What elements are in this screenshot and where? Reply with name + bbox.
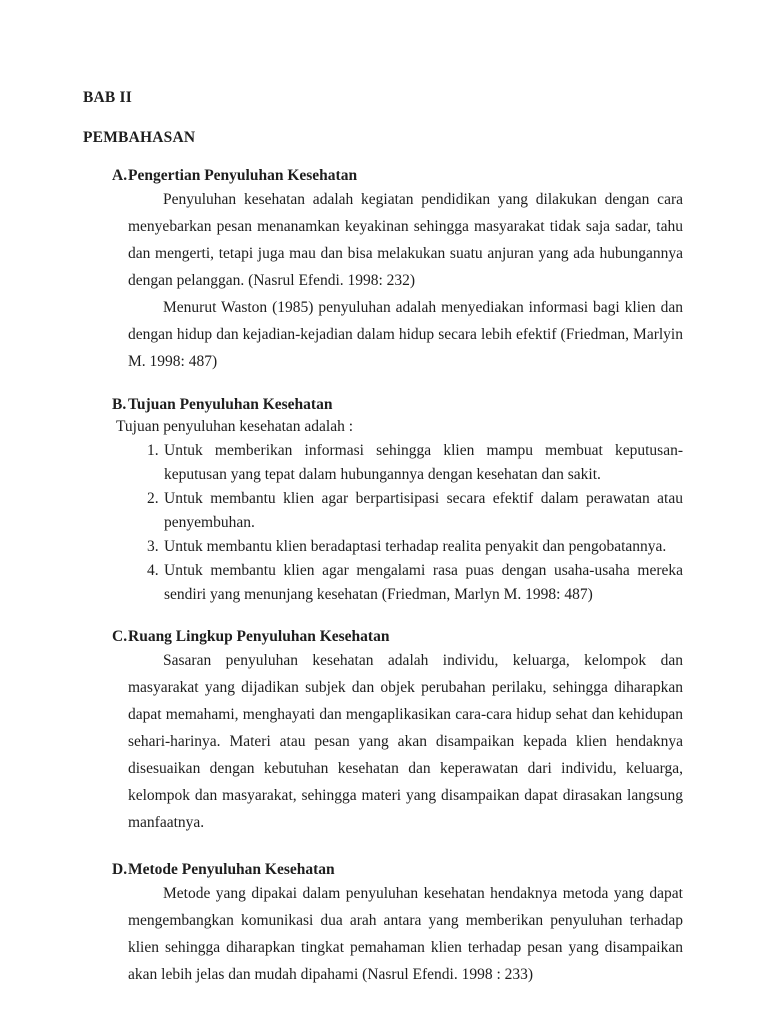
list-item (147, 487, 683, 535)
list-item (147, 439, 683, 487)
section-letter: D. (112, 861, 128, 878)
list-item-text: Untuk membantu klien beradaptasi terhadap realita penyakit dan pengobatannya. (164, 538, 667, 555)
list-item-text: Untuk membantu klien agar berpartisipasi secara efektif dalam perawatan atau penyembuhan. (164, 490, 683, 531)
section-letter: C. (112, 628, 128, 645)
section-heading-text: Metode Penyuluhan Kesehatan (128, 861, 335, 878)
paragraph: Metode yang dipakai dalam penyuluhan kesehatan hendaknya metoda yang dapat mengembangkan komunikasi dua arah antara yang memberikan penyuluhan terhadap klien sehingga diharapkan tingkat pemahaman klien terhadap pesan yang disampaikan akan lebih jelas dan mudah dipahami (Nasrul Efendi. 1998 : 233) (128, 885, 683, 983)
list-item-text: Untuk memberikan informasi sehingga klien mampu membuat keputusan-keputusan yang tepat dalam hubungannya dengan kesehatan dan sakit. (164, 442, 683, 483)
chapter-label: BAB II (83, 89, 133, 106)
chapter-title: PEMBAHASAN (83, 129, 196, 146)
section-letter: A. (112, 167, 128, 184)
section-heading (83, 860, 683, 880)
list-item-number: 1. (147, 442, 159, 459)
section-letter: B. (112, 396, 127, 413)
list-intro: Tujuan penyuluhan kesehatan adalah : (116, 418, 354, 435)
section-heading (83, 166, 683, 186)
section-heading-text: Pengertian Penyuluhan Kesehatan (128, 167, 358, 184)
list-item-number: 2. (147, 490, 159, 507)
section-ruang-lingkup-penyuluhan-kesehatan (83, 627, 683, 836)
section-tujuan-penyuluhan-kesehatan (83, 395, 683, 607)
list-item-number: 4. (147, 562, 159, 579)
section-metode-penyuluhan-kesehatan (83, 860, 683, 988)
section-heading (83, 627, 683, 647)
section-heading (83, 395, 683, 415)
paragraph: Penyuluhan kesehatan adalah kegiatan pendidikan yang dilakukan dengan cara menyebarkan pesan menanamkan keyakinan sehingga masyarakat tidak saja sadar, tahu dan mengerti, tetapi juga mau dan bisa melakukan suatu anjuran yang ada hubungannya dengan pelanggan. (Nasrul Efendi. 1998: 232) (128, 191, 683, 289)
list-item-number: 3. (147, 538, 159, 555)
list-item (147, 535, 683, 559)
paragraph: Menurut Waston (1985) penyuluhan adalah menyediakan informasi bagi klien dan dengan hidup dan kejadian-kejadian dalam hidup secara lebih efektif (Friedman, Marlyin M. 1998: 487) (128, 299, 683, 370)
section-heading-text: Tujuan Penyuluhan Kesehatan (128, 396, 333, 413)
paragraph: Sasaran penyuluhan kesehatan adalah individu, keluarga, kelompok dan masyarakat yang dijadikan subjek dan objek perubahan perilaku, sehingga diharapkan dapat memahami, menghayati dan mengaplikasikan cara-cara hidup sehat dan kehidupan sehari-harinya. Materi atau pesan yang akan disampaikan kepada klien hendaknya disesuaikan dengan kebutuhan kesehatan dan keperawatan dari individu, keluarga, kelompok dan masyarakat, sehingga materi yang disampaikan dapat dirasakan langsung manfaatnya. (128, 652, 683, 831)
section-heading-text: Ruang Lingkup Penyuluhan Kesehatan (128, 628, 390, 645)
list-item-text: Untuk membantu klien agar mengalami rasa puas dengan usaha-usaha mereka sendiri yang menunjang kesehatan (Friedman, Marlyn M. 1998: 487) (164, 562, 683, 603)
goals-list (147, 439, 683, 607)
list-item (147, 559, 683, 607)
section-pengertian-penyuluhan-kesehatan (83, 166, 683, 375)
